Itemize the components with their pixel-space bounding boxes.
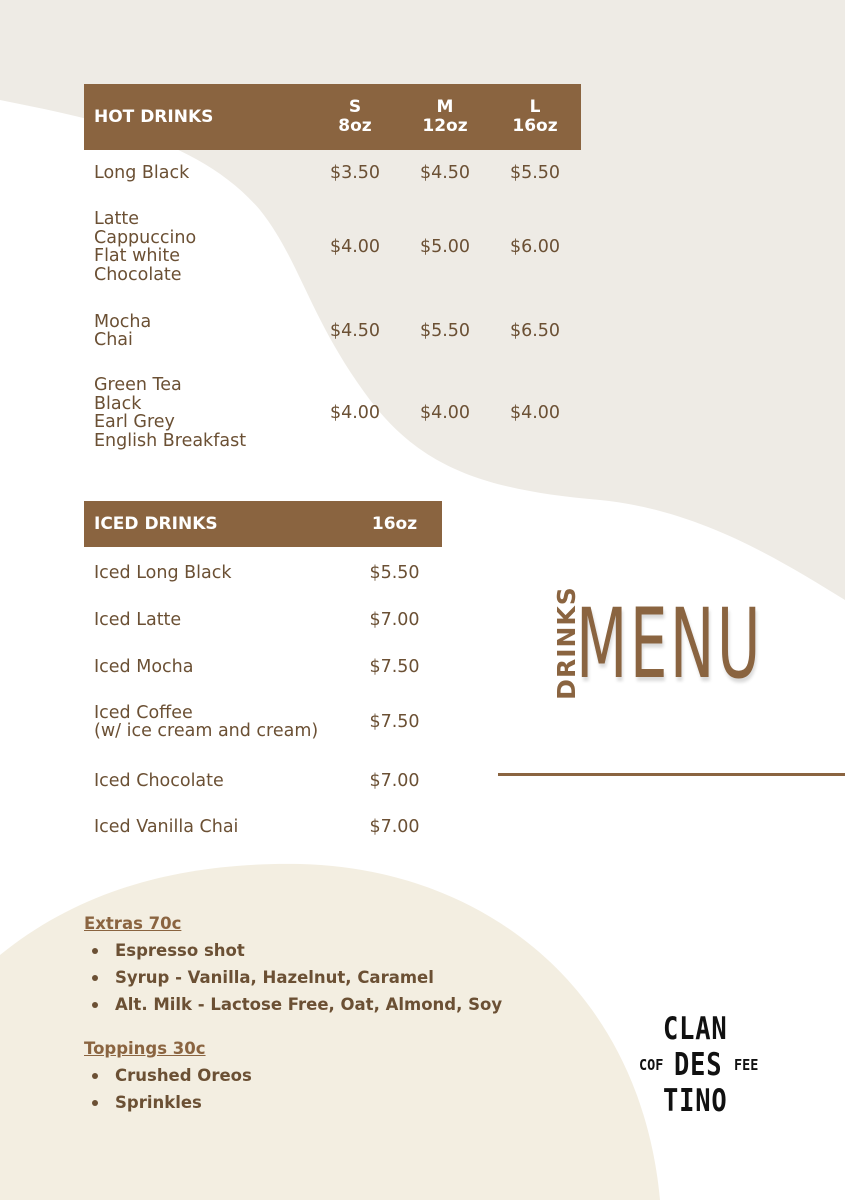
price-large: $5.50 (509, 163, 561, 183)
price-medium: $4.50 (419, 163, 471, 183)
hot-drinks-table (84, 84, 581, 451)
drink-name: Chocolate (94, 264, 182, 285)
drink-name: Iced Mocha (94, 656, 194, 677)
price-medium: $5.50 (419, 321, 471, 341)
list-item (84, 1089, 502, 1116)
size-medium-header (400, 98, 490, 136)
iced-drink-row (84, 559, 442, 587)
drink-names (84, 376, 310, 450)
bullet-icon (92, 1073, 98, 1079)
iced-drink-row (84, 767, 442, 795)
price-small: $4.50 (329, 321, 381, 341)
drink-names (84, 313, 310, 350)
drink-name: Earl Grey (94, 412, 175, 432)
bullet-icon (92, 975, 98, 981)
extras-list (84, 937, 502, 1018)
extra-label: Alt. Milk - Lactose Free, Oat, Almond, Soy (115, 995, 503, 1014)
drink-name: English Breakfast (94, 430, 247, 451)
drink-name: Iced Long Black (94, 562, 232, 583)
drink-name: Green Tea (94, 375, 182, 395)
drink-name: Iced Coffee (94, 702, 193, 723)
bullet-icon (92, 1002, 98, 1008)
size-label: L (529, 97, 541, 117)
price-medium: $4.00 (419, 403, 471, 423)
drink-name: Iced Chocolate (94, 770, 224, 791)
size-small-header (310, 98, 400, 136)
price-medium: $5.00 (419, 237, 471, 257)
toppings-heading: Toppings 30c (84, 1039, 206, 1058)
price: $7.50 (369, 657, 420, 677)
hot-drink-row (84, 210, 581, 284)
hot-drinks-header (84, 84, 581, 150)
drink-name: Chai (94, 330, 133, 350)
logo-right-word: FEE (734, 1056, 759, 1074)
bullet-icon (92, 948, 98, 954)
extra-label: Espresso shot (115, 941, 245, 960)
drink-name: Latte (94, 209, 139, 229)
price: $7.00 (369, 817, 420, 837)
drink-names (84, 704, 347, 741)
size-oz: 12oz (422, 116, 468, 136)
price: $7.50 (369, 712, 420, 732)
iced-drink-row (84, 653, 442, 681)
drink-names (84, 818, 347, 837)
logo-line-2: DES (674, 1047, 723, 1083)
size-oz: 8oz (338, 116, 372, 136)
iced-drinks-table (84, 501, 442, 837)
drinks-menu-title (548, 548, 768, 748)
drinks-label: DRINKS (552, 586, 581, 700)
drink-names (84, 611, 347, 630)
drink-name: Long Black (94, 162, 190, 183)
size-label: S (348, 97, 362, 117)
drink-name: Mocha (94, 311, 152, 332)
hot-drinks-title: HOT DRINKS (94, 107, 214, 127)
title-divider (498, 773, 845, 776)
toppings-list (84, 1062, 502, 1116)
size-oz: 16oz (512, 116, 558, 136)
size-header: 16oz (371, 514, 418, 534)
drink-names (84, 772, 347, 791)
iced-drink-row (84, 813, 442, 841)
extras-heading: Extras 70c (84, 914, 182, 933)
drink-name: Cappuccino (94, 227, 197, 248)
list-item (84, 964, 502, 991)
list-item (84, 1062, 502, 1089)
list-item (84, 991, 502, 1018)
iced-drink-row (84, 703, 442, 741)
drink-names (84, 658, 347, 677)
logo-line-1: CLAN (663, 1011, 728, 1047)
iced-drinks-header (84, 501, 442, 547)
menu-heading: MENU (576, 588, 763, 700)
price-small: $3.50 (329, 163, 381, 183)
price-small: $4.00 (329, 237, 381, 257)
price: $7.00 (369, 771, 420, 791)
list-item (84, 937, 502, 964)
drink-name: Flat white (94, 246, 180, 266)
logo-line-3: TINO (663, 1083, 728, 1119)
topping-label: Sprinkles (115, 1093, 202, 1112)
price: $7.00 (369, 610, 420, 630)
bullet-icon (92, 1100, 98, 1106)
extras-section (84, 910, 502, 1116)
size-large-header (490, 98, 580, 136)
size-label: M (436, 97, 454, 117)
price-large: $6.00 (509, 237, 561, 257)
hot-drink-row (84, 376, 581, 450)
topping-label: Crushed Oreos (115, 1066, 252, 1085)
drink-name: Black (94, 393, 142, 414)
clandestino-logo (630, 1012, 770, 1122)
price-large: $4.00 (509, 403, 561, 423)
drink-note: (w/ ice cream and cream) (94, 721, 319, 741)
drink-names (84, 210, 310, 284)
hot-drink-row (84, 312, 581, 350)
price-small: $4.00 (329, 403, 381, 423)
hot-drink-row (84, 158, 581, 188)
drink-names (84, 564, 347, 583)
iced-drink-row (84, 606, 442, 634)
price: $5.50 (369, 563, 420, 583)
drink-name: Iced Latte (94, 609, 182, 630)
price-large: $6.50 (509, 321, 561, 341)
extra-label: Syrup - Vanilla, Hazelnut, Caramel (115, 968, 434, 987)
iced-drinks-title: ICED DRINKS (94, 514, 218, 534)
drink-names (84, 164, 310, 183)
drink-name: Iced Vanilla Chai (94, 816, 239, 837)
logo-left-word: COF (639, 1056, 664, 1074)
